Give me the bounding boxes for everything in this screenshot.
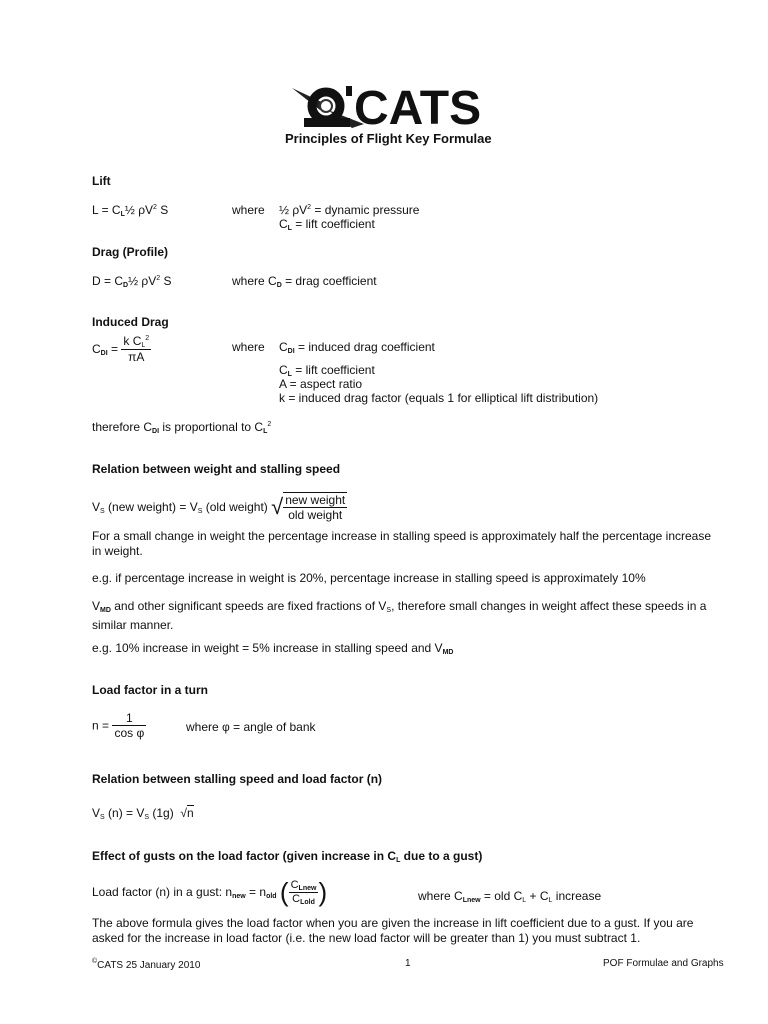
lift-def-dynamic-pressure: ½ $\rho V^2$ = dynamic pressure	[279, 203, 420, 217]
induced-therefore: therefore $C_{DI}$ is proportional to $C_L^2$	[92, 420, 272, 435]
load-turn-heading: Load factor in a turn	[92, 683, 209, 697]
sqrt-sign: √	[271, 494, 284, 519]
page-title: Principles of Flight Key Formulae	[285, 131, 492, 146]
induced-def-cdi: $C_{DI}$ = induced drag coefficient	[279, 340, 435, 355]
induced-denominator: πA	[128, 350, 145, 364]
lift-formula: $L = C_L\frac{1}{2}$ $\rho V^2$ S	[92, 203, 169, 218]
drag-heading: Drag (Profile)	[92, 245, 169, 259]
load-turn-fraction: $\frac{1}{\text{cos φ}}$	[112, 711, 146, 740]
footer-copyright: ©CATS 25 January 2010	[92, 958, 201, 971]
footer-doc-title: POF Formulae and Graphs	[603, 958, 724, 969]
load-turn-where: where φ = angle of bank	[186, 720, 316, 734]
induced-heading: Induced Drag	[92, 315, 169, 329]
gusts-formula: Load factor (n) in a gust: $n_{new} = n_{old}$ ( $\frac{C_{Lnew}}{C_{Lold}}$ )	[92, 877, 328, 907]
lift-heading: Lift	[92, 174, 111, 188]
lift-where: where	[232, 203, 265, 217]
stall-load-formula: $V_S$ $(n) = V_S$ (1g) √n	[92, 806, 194, 821]
induced-def-k: k = induced drag factor (equals 1 for elliptical lift distribution)	[279, 391, 599, 405]
load-turn-formula: n = $\frac{1}{\text{cos φ}}$	[92, 711, 146, 740]
sqrt-sign: √	[180, 806, 187, 820]
weight-ratio: $\frac{\text{new weight}}{\text{old weight}}$	[285, 493, 346, 522]
induced-where: where	[232, 340, 265, 354]
drag-formula: $D = C_D\frac{1}{2}$ $\rho V^2$ S	[92, 274, 172, 289]
induced-numerator: k $C_L^2$	[123, 334, 150, 349]
induced-formula: $C_{DI}$ = $\frac{k C_L^2}{\pi A}$	[92, 334, 150, 364]
drag-def: where $C_D$ = drag coefficient	[232, 274, 377, 289]
induced-fraction	[121, 334, 151, 364]
gusts-fraction: $\frac{C_{Lnew}}{C_{Lold}}$	[290, 879, 317, 906]
weight-stall-heading: Relation between weight and stalling speed	[92, 462, 341, 476]
footer-page-number: 1	[405, 958, 411, 969]
gusts-para: The above formula gives the load factor when you are given the increase in lift coefficient due to a gust. If you are asked for the increase in load factor (i.e. the new load factor will be greater than 1) you must subtract 1.	[92, 916, 694, 945]
weight-stall-para3: $V_{MD}$ and other significant speeds are fixed fractions of $V_S$, therefore small changes in weight affect these speeds in a similar manner.	[92, 599, 707, 632]
cats-logo	[290, 80, 528, 135]
induced-def-cl: $C_L$ = lift coefficient	[279, 363, 375, 378]
gusts-where: where $C_{Lnew}$ = old $C_L + C_L$ increase	[418, 889, 602, 904]
lift-def-coefficient: $C_L$ = lift coefficient	[279, 217, 375, 232]
weight-stall-para2: e.g. if percentage increase in weight is 20%, percentage increase in stalling speed is approximately 10%	[92, 571, 646, 585]
gusts-heading: Effect of gusts on the load factor (given increase in $C_L$ due to a gust)	[92, 849, 483, 864]
stall-load-heading: Relation between stalling speed and load factor (n)	[92, 772, 383, 786]
cats-logo-graphic	[290, 80, 528, 132]
induced-def-aspect: A = aspect ratio	[279, 377, 363, 391]
logo-text: CATS	[354, 82, 482, 132]
weight-stall-para4: e.g. 10% increase in weight = 5% increase in stalling speed and $V_{MD}$	[92, 641, 454, 656]
weight-stall-formula: $V_S$ (new weight) = $V_S$ (old weight) √ $\frac{\text{new weight}}{\text{old weight}}$	[92, 493, 346, 522]
weight-stall-para1: For a small change in weight the percentage increase in stalling speed is approximately half the percentage increase in weight.	[92, 529, 712, 558]
